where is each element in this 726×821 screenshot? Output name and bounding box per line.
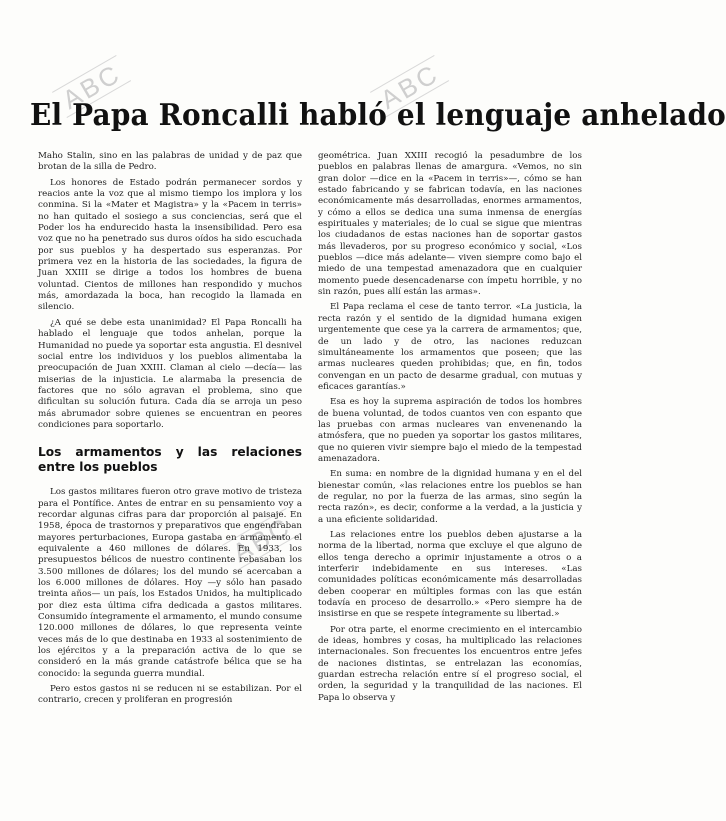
paragraph: Los honores de Estado podrán permanecer sordos y reacios ante la voz que al mismo tiempo los implora y los conmina. Si la «Mater et Magistra» y la «Pacem in terris» no han quitado el sosiego a sus conciencias, será que el Poder los ha endurecido hasta la insensibilidad. Pero esa voz que no ha penetrado sus duros oídos ha sido escuchada por sus pueblos y ha despertado sus esperanzas. Por primera vez en la historia de las sociedades, la figura de Juan XXIII se dirige a todos los hombres de buena voluntad. Cientos de millones han respondido y muchos más, amordazada la boca, han recogido la llamada en silencio. (38, 177, 302, 313)
paragraph: geométrica. Juan XXIII recogió la pesadumbre de los pueblos en palabras llenas de amargura. «Vemos, no sin gran dolor —dice en la «Pacem in terris»—, cómo se han estado fabricando y se fabrican todavía, en las naciones económicamente más desarrolladas, enormes armamentos, y cómo a ellos se dedica una suma inmensa de energías espirituales y materiales; de lo cual se sigue que mientras los ciudadanos de estas naciones han de soportar gastos más llevaderos, por su progreso económico y social, «Los pueblos —dice más adelante— viven siempre como bajo el miedo de una tempestad amenazadora que en cualquier momento puede desencadenarse con ímpetu horrible, y no sin razón, pues allí están las armas». (318, 151, 582, 298)
article-headline: El Papa Roncalli habló el lenguaje anhelado (30, 98, 726, 133)
paragraph: Las relaciones entre los pueblos deben ajustarse a la norma de la libertad, norma que excluye el que alguno de ellos tenga derecho a oprimir injustamente a otros o a interferir indebidamente en sus intereses. «Las comunidades políticas económicamente más desarrolladas deben cooperar en múltiples formas con las que están todavía en proceso de desarrollo.» «Pero siempre ha de insistirse en que se respete íntegramente su libertad.» (318, 530, 582, 620)
watermark-logo: ABC (52, 55, 131, 118)
right-column (318, 151, 582, 704)
watermark-logo: ABC (370, 55, 449, 118)
paragraph: Esa es hoy la suprema aspiración de todos los hombres de buena voluntad, de todos cuantos ven con espanto que las pruebas con armas nucleares van envenenando la atmósfera, que no pueden ya soportar los gastos militares, que no quieren vivir siempre bajo el miedo de la tempestad amenazadora. (318, 397, 582, 464)
paragraph: ¿A qué se debe esta unanimidad? El Papa Roncalli ha hablado el lenguaje que todos anhelan, porque la Humanidad no puede ya soportar esta angustia. El desnivel social entre los individuos y los pueblos alimentaba la preocupación de Juan XXIII. Claman al cielo —decía— las miserias de la injusticia. Le alarmaba la presencia de factores que no sólo agravan el problema, sino que dificultan su solución futura. Cada día se arroja un peso más abrumador sobre quienes se encuentran en peores condiciones para soportarlo. (38, 317, 302, 430)
paragraph: El Papa reclama el cese de tanto terror. «La justicia, la recta razón y el sentido de la dignidad humana exigen urgentemente que cese ya la carrera de armamentos; que, de un lado y de otro, las naciones reduzcan simultáneamente los armamentos que poseen; que las armas nucleares queden prohibidas; que, en fin, todos convengan en un pacto de desarme gradual, con mutuas y eficaces garantías.» (318, 302, 582, 392)
section-subheading: Los armamentos y las relaciones entre los pueblos (38, 445, 302, 475)
paragraph: Por otra parte, el enorme crecimiento en el intercambio de ideas, hombres y cosas, ha multiplicado las relaciones internacionales. Son frecuentes los encuentros entre jefes de naciones distintas, se entrelazan las economías, guardan estrecha relación entre sí el progreso social, el orden, la seguridad y la tranquilidad de las naciones. El Papa lo observa y (318, 624, 582, 703)
watermark-logo: ABC (222, 508, 301, 571)
paragraph: Los gastos militares fueron otro grave motivo de tristeza para el Pontífice. Antes de entrar en su pensamiento voy a recordar algunas cifras para dar proporción al paisaje. En 1958, época de trastornos y preparativos que engendraban mayores perturbaciones, Europa gastaba en armamento el equivalente a 460 millones de dólares. En 1933, los presupuestos bélicos de nuestro continente rebasaban los 3.500 millones de dólares; los del mundo se acercaban a los 6.000 millones de dólares. Hoy —y sólo han pasado treinta años— un país, los Estados Unidos, ha multiplicado por diez esta última cifra dedicada a gastos militares. Consumido íntegramente el armamento, el mundo consume 120.000 millones de dólares, lo que representa veinte veces más de lo que destinaba en 1933 al sostenimiento de los ejércitos y a la preparación activa de lo que se consideró en la más grande catástrofe bélica que se ha conocido: la segunda guerra mundial. (38, 487, 302, 679)
paragraph: Pero estos gastos ni se reducen ni se estabilizan. Por el contrario, crecen y proliferan en progresión (38, 684, 302, 706)
paragraph: En suma: en nombre de la dignidad humana y en el del bienestar común, «las relaciones entre los pueblos se han de regular, no por la fuerza de las armas, sino según la recta razón», es decir, conforme a la verdad, a la justicia y a una eficiente solidaridad. (318, 469, 582, 525)
left-column (38, 151, 302, 707)
paragraph: Maho Stalin, sino en las palabras de unidad y de paz que brotan de la silla de Pedro. (38, 151, 302, 173)
